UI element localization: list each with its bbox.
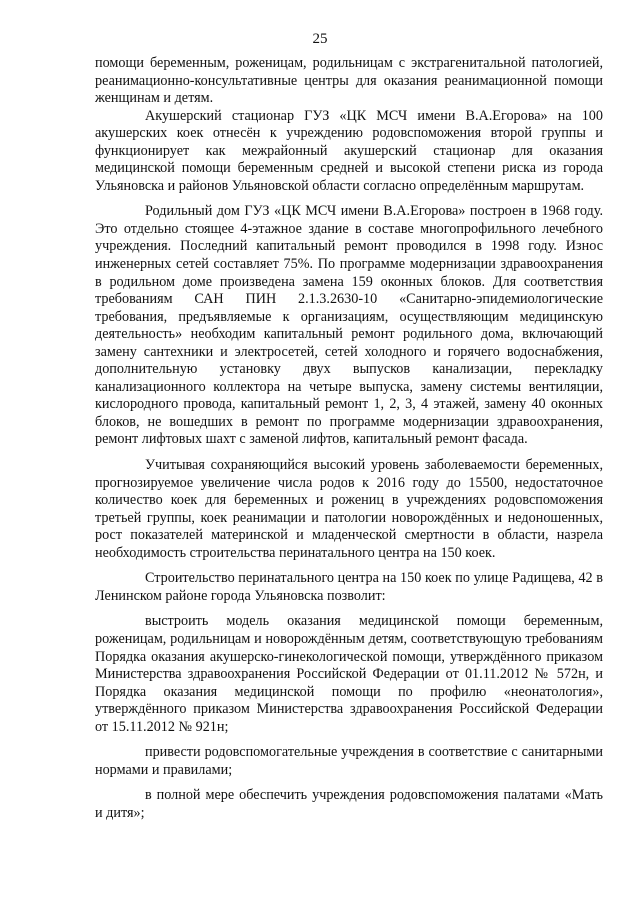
paragraph-construction: Строительство перинатального центра на 150 коек по улице Радищева, 42 в Ленинском районе города Ульяновска позволит: (95, 570, 603, 604)
body-text (95, 55, 603, 822)
list-item-mother-child: в полной мере обеспечить учреждения родовспоможения палатами «Мать и дитя»; (95, 787, 603, 821)
paragraph-continuation: помощи беременным, роженицам, родильницам с экстрагенитальной патологией, реанимационно-консультативные центры для оказания реанимационной помощи женщинам и детям. (95, 55, 603, 107)
paragraph-maternity-building: Родильный дом ГУЗ «ЦК МСЧ имени В.А.Егорова» построен в 1968 году. Это отдельно стоящее 4-этажное здание в составе многопрофильного лечебного учреждения. Последний капитальный ремонт проводился в 1998 году. Износ инженерных сетей составляет 75%. По программе модернизации здравоохранения в родильном доме произведена замена 159 оконных блоков. Для соответствия требованиям САН ПИН 2.1.3.2630-10 «Санитарно-эпидемиологические требования, предъявляемые к организациям, осуществляющим медицинскую деятельность» необходим капитальный ремонт родильного дома, включающий замену сантехники и электросетей, сетей холодного и горячего водоснабжения, дополнительную установку двух выпусков канализации, перекладку канализационного коллектора на четыре выпуска, замену системы вентиляции, кислородного провода, капитальный ремонт 1, 2, 3, 4 этажей, замену 40 оконных блоков, не вошедших в ремонт по программе модернизации здравоохранения, ремонт лифтовых шахт с заменой лифтов, капитальный ремонт фасада. (95, 203, 603, 448)
page-number: 25 (312, 31, 328, 47)
paragraph-morbidity: Учитывая сохраняющийся высокий уровень заболеваемости беременных, прогнозируемое увеличение числа родов к 2016 году до 15500, недостаточное количество коек для беременных и рожениц в учреждениях родовспоможения третьей группы, коек реанимации и патологии новорождённых и недоношенных, рост показателей материнской и младенческой смертности в области, назрела необходимость строительства перинатального центра на 150 коек. (95, 457, 603, 561)
paragraph-obstetric-hospital: Акушерский стационар ГУЗ «ЦК МСЧ имени В.А.Егорова» на 100 акушерских коек отнесён к учреждению родовспоможения второй группы и функционирует как межрайонный акушерский стационар для оказания медицинской помощи беременным средней и высокой степени риска из города Ульяновска и районов Ульяновской области согласно определённым маршрутам. (95, 107, 603, 194)
list-item-sanitary: привести родовспомогательные учреждения в соответствие с санитарными нормами и правилами; (95, 744, 603, 778)
list-item-care-model: выстроить модель оказания медицинской помощи беременным, роженицам, родильницам и новорождённым детям, соответствующую требованиям Порядка оказания акушерско-гинекологической помощи, утверждённого приказом Министерства здравоохранения Российской Федерации от 01.11.2012 № 572н, и Порядка оказания медицинской помощи по профилю «неонатология», утверждённого приказом Министерства здравоохранения Российской Федерации от 15.11.2012 № 921н; (95, 613, 603, 735)
